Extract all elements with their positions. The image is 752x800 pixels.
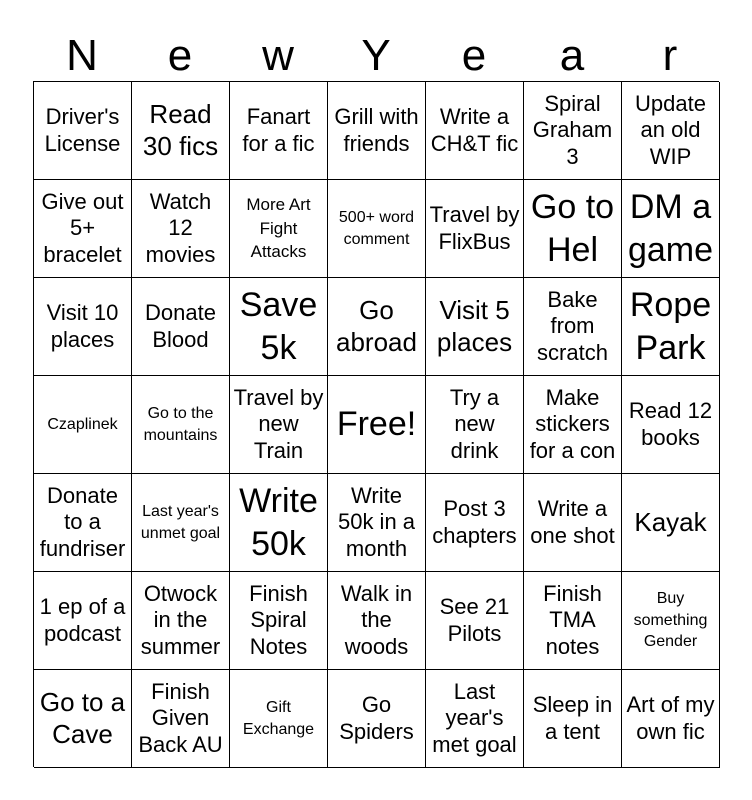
bingo-cell[interactable]: See 21 Pilots [426,572,524,670]
bingo-cell[interactable]: Fanart for a fic [230,82,328,180]
bingo-cell[interactable]: Rope Park [622,278,720,376]
free-space[interactable]: Free! [328,376,426,474]
bingo-cell[interactable]: Finish Spiral Notes [230,572,328,670]
bingo-cell[interactable]: Go Spiders [328,670,426,768]
header-letter: w [262,31,294,80]
bingo-cell[interactable]: Sleep in a tent [524,670,622,768]
bingo-cell[interactable]: Driver's License [34,82,132,180]
bingo-cell[interactable]: Read 30 fics [132,82,230,180]
bingo-cell[interactable]: Watch 12 movies [132,180,230,278]
bingo-cell[interactable]: Bake from scratch [524,278,622,376]
bingo-cell[interactable]: Go abroad [328,278,426,376]
bingo-cell[interactable]: Finish TMA notes [524,572,622,670]
header-letter: e [461,31,487,80]
bingo-cell[interactable]: Go to a Cave [34,670,132,768]
bingo-cell[interactable]: Spiral Graham 3 [524,82,622,180]
bingo-cell[interactable]: Write 50k in a month [328,474,426,572]
bingo-cell[interactable]: Visit 10 places [34,278,132,376]
header-letter: a [559,31,585,80]
bingo-cell[interactable]: Write a one shot [524,474,622,572]
bingo-cell[interactable]: Write 50k [230,474,328,572]
bingo-cell[interactable]: More Art Fight Attacks [230,180,328,278]
bingo-cell[interactable]: Art of my own fic [622,670,720,768]
bingo-cell[interactable]: Grill with friends [328,82,426,180]
bingo-cell[interactable]: Walk in the woods [328,572,426,670]
bingo-cell[interactable]: Update an old WIP [622,82,720,180]
bingo-cell[interactable]: Post 3 chapters [426,474,524,572]
bingo-cell[interactable]: Write a CH&T fic [426,82,524,180]
bingo-cell[interactable]: Visit 5 places [426,278,524,376]
bingo-cell[interactable]: Go to Hel [524,180,622,278]
bingo-cell[interactable]: Otwock in the summer [132,572,230,670]
bingo-board [33,81,719,767]
bingo-cell[interactable]: Make stickers for a con [524,376,622,474]
bingo-cell[interactable]: Finish Given Back AU [132,670,230,768]
bingo-cell[interactable]: Buy something Gender [622,572,720,670]
bingo-cell[interactable]: Last year's met goal [426,670,524,768]
bingo-cell[interactable]: 500+ word comment [328,180,426,278]
bingo-cell[interactable]: 1 ep of a podcast [34,572,132,670]
bingo-cell[interactable]: Gift Exchange [230,670,328,768]
header-letter: Y [361,31,391,80]
bingo-cell[interactable]: Kayak [622,474,720,572]
bingo-cell[interactable]: Last year's unmet goal [132,474,230,572]
header-letter: r [662,31,678,80]
header-letter: N [66,31,98,80]
bingo-cell[interactable]: Try a new drink [426,376,524,474]
bingo-cell[interactable]: DM a game [622,180,720,278]
bingo-cell[interactable]: Donate Blood [132,278,230,376]
bingo-header [33,30,719,82]
bingo-cell[interactable]: Go to the mountains [132,376,230,474]
bingo-cell[interactable]: Save 5k [230,278,328,376]
bingo-cell[interactable]: Donate to a fundriser [34,474,132,572]
bingo-cell[interactable]: Czaplinek [34,376,132,474]
bingo-cell[interactable]: Travel by new Train [230,376,328,474]
header-letter: e [167,31,193,80]
bingo-cell[interactable]: Read 12 books [622,376,720,474]
bingo-cell[interactable]: Give out 5+ bracelet [34,180,132,278]
bingo-cell[interactable]: Travel by FlixBus [426,180,524,278]
